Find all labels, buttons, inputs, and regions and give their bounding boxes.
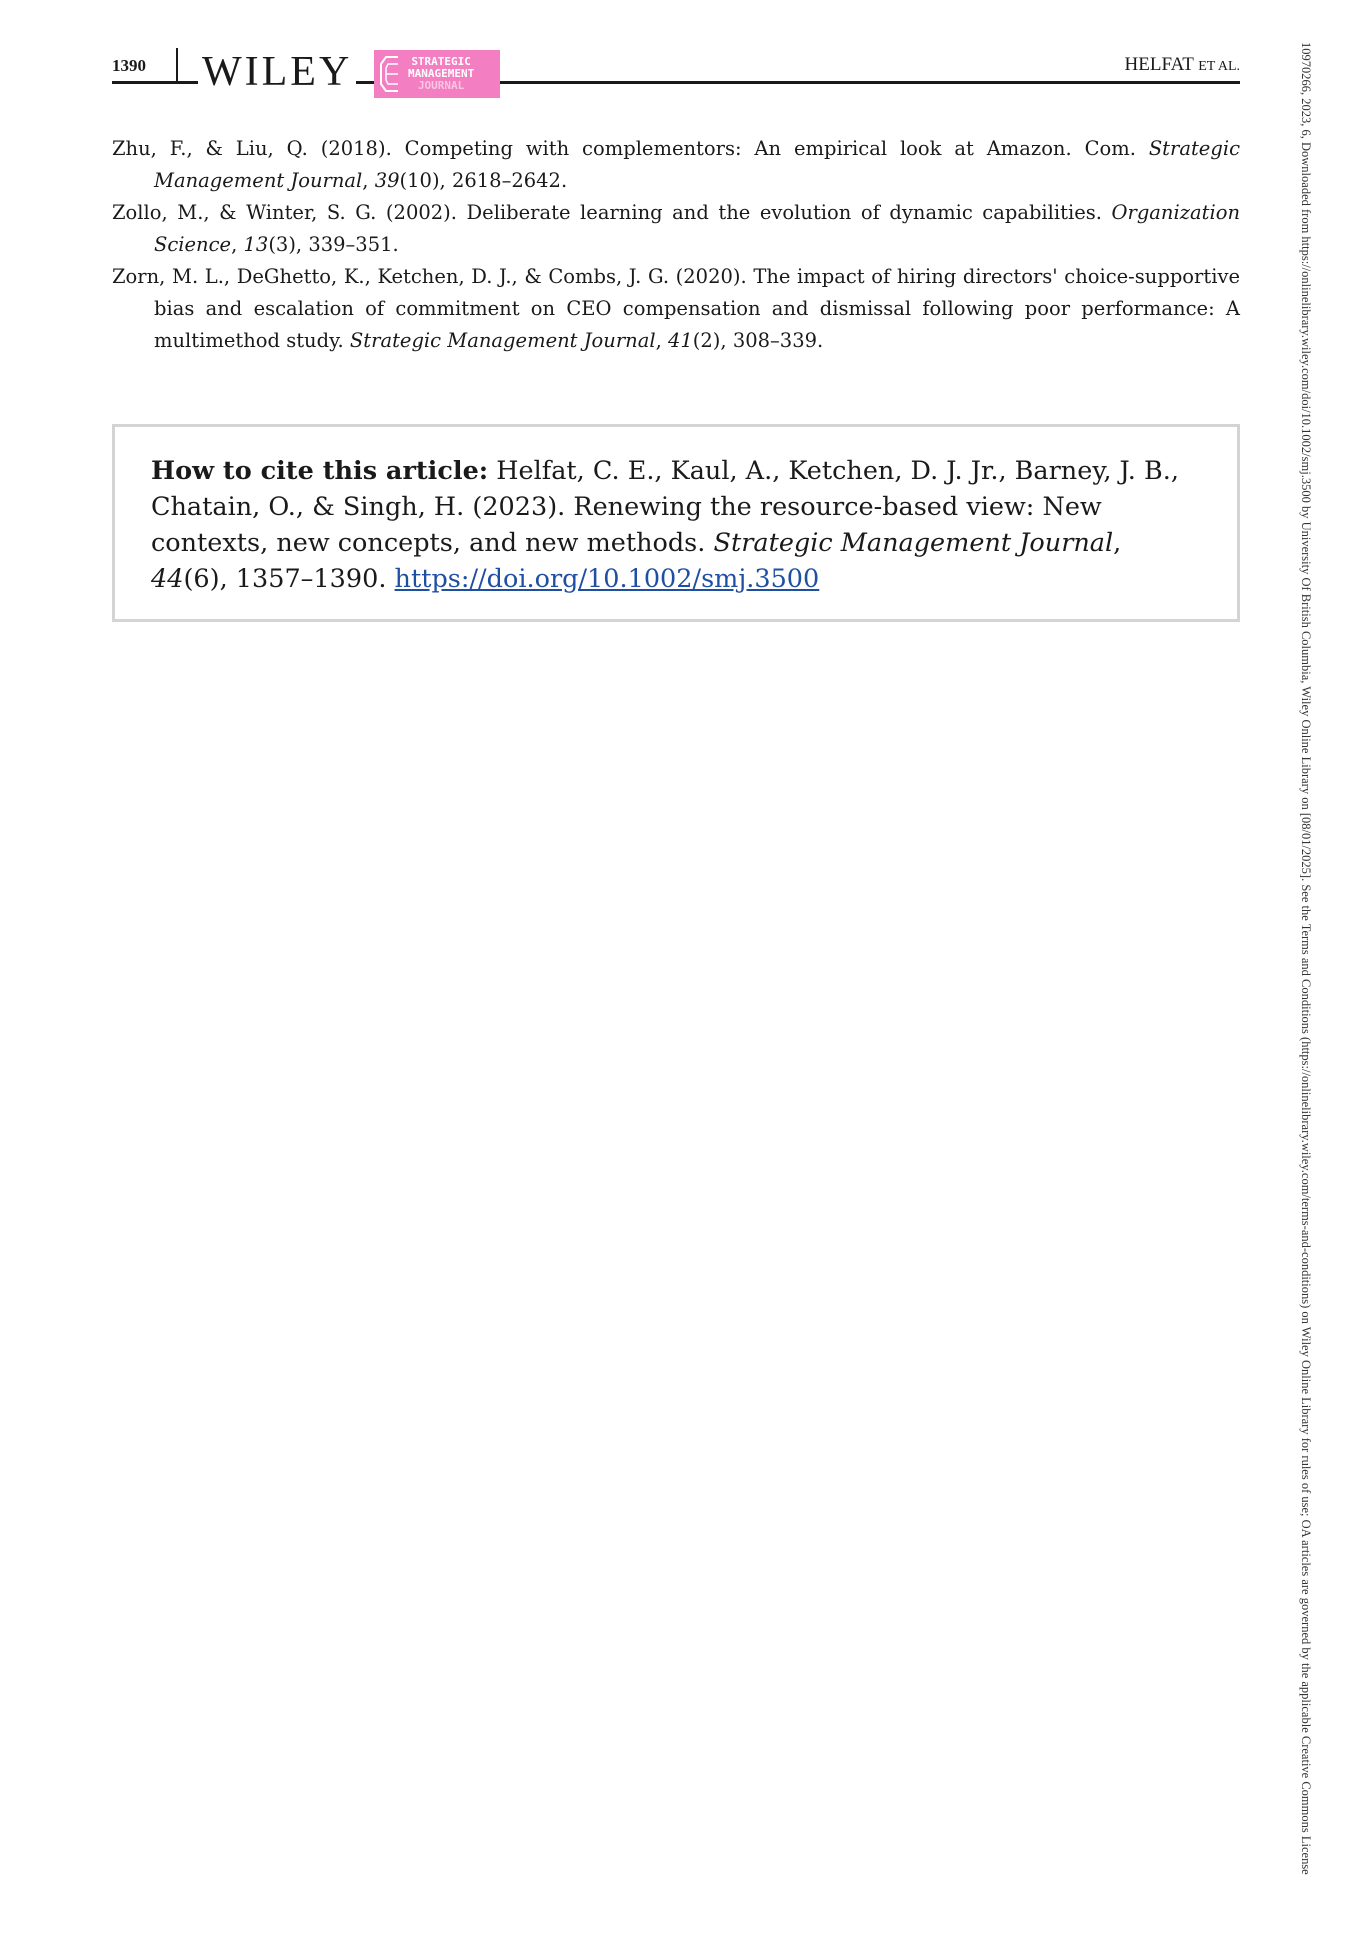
reference-journal: Organization Science: [154, 201, 1240, 256]
running-head-etal: ET AL.: [1198, 59, 1240, 74]
running-head: [1119, 54, 1240, 76]
download-notice: 10970266, 2023, 6, Downloaded from https://onlinelibrary.wiley.com/doi/10.1002/smj.3500 by University Of British Columbia, Wiley Online Library on [08/01/2025]. See the Terms and Conditions (https://onlinelibrary.wiley.com/terms-and-conditions) on Wiley Online Library for rules of use; OA articles are governed by the applicable Creative Commons License: [1299, 42, 1313, 1875]
reference-issue-pages: (10), 2618–2642.: [399, 169, 568, 192]
reference-text: Zhu, F., & Liu, Q. (2018). Competing with complementors: An empirical look at Amazon. Com.: [112, 137, 1149, 160]
citation-separator: ,: [1113, 528, 1122, 558]
publisher-logo: WILEY: [198, 50, 356, 94]
reference-issue-pages: (2), 308–339.: [692, 329, 824, 352]
reference-volume: 13: [243, 233, 269, 256]
running-head-author: HELFAT: [1124, 54, 1194, 75]
page-number: 1390: [112, 56, 146, 75]
citation-pages: (6), 1357–1390.: [183, 564, 395, 594]
page-header: [112, 48, 1240, 100]
reference-issue-pages: (3), 339–351.: [268, 233, 399, 256]
citation-journal: Strategic Management Journal: [713, 528, 1114, 558]
citation-box: [112, 424, 1240, 622]
reference-journal: Strategic Management Journal: [154, 137, 1240, 192]
journal-logo-line-3: JOURNAL: [417, 79, 465, 92]
reference-volume: 39: [374, 169, 400, 192]
reference-text: Zorn, M. L., DeGhetto, K., Ketchen, D. J., & Combs, J. G. (2020). The impact of hiring directors' choice-supportive bias and escalation of commitment on CEO compensation and dismissal following poor performance: A multimethod study.: [112, 265, 1240, 352]
reference-journal: Strategic Management Journal: [349, 329, 656, 352]
doi-link[interactable]: https://doi.org/10.1002/smj.3500: [394, 564, 820, 594]
journal-logo-icon: [378, 54, 404, 94]
reference-entry: [112, 261, 1240, 357]
journal-logo-text: [408, 56, 474, 92]
reference-entry: [112, 133, 1240, 197]
citation-body: Helfat, C. E., Kaul, A., Ketchen, D. J. Jr., Barney, J. B., Chatain, O., & Singh, H. (2023). Renewing the resource-based view: New contexts, new concepts, and new methods.: [151, 456, 1179, 558]
citation-text: [151, 453, 1201, 597]
reference-text: Zollo, M., & Winter, S. G. (2002). Deliberate learning and the evolution of dynamic capabilities.: [112, 201, 1112, 224]
reference-volume: 41: [667, 329, 693, 352]
reference-separator: ,: [655, 329, 668, 352]
journal-logo-line-1: STRATEGIC: [411, 55, 471, 68]
journal-logo-line-2: MANAGEMENT: [408, 67, 475, 80]
reference-separator: ,: [231, 233, 244, 256]
journal-logo: [374, 50, 500, 98]
reference-list: [112, 133, 1240, 357]
reference-entry: [112, 197, 1240, 261]
header-tick: [176, 48, 178, 84]
reference-separator: ,: [362, 169, 375, 192]
citation-label: How to cite this article:: [151, 456, 489, 486]
citation-volume: 44: [151, 564, 184, 594]
